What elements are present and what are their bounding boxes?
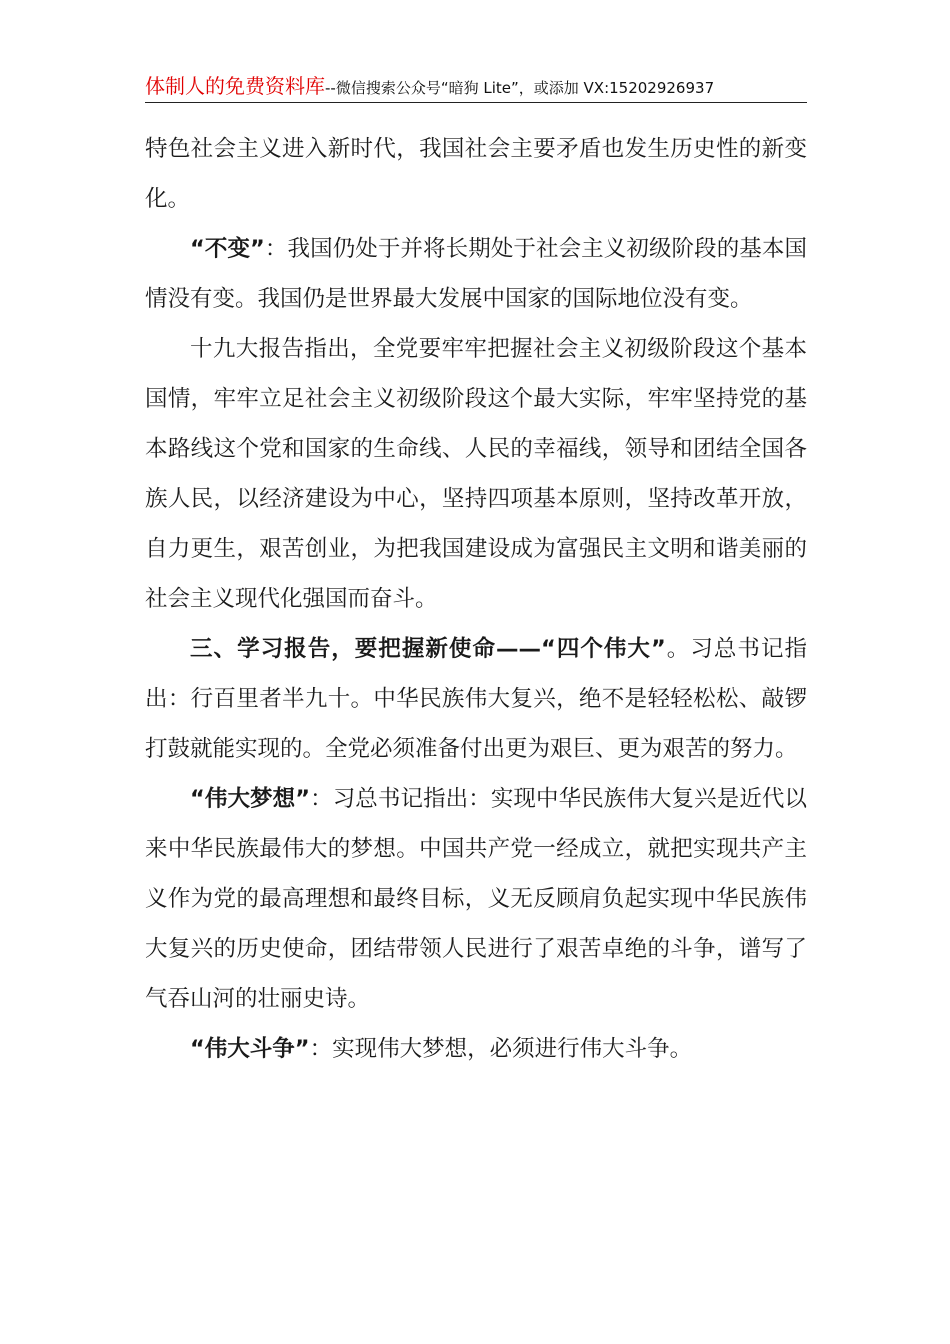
paragraph-report-points xyxy=(145,324,807,624)
document-body xyxy=(145,124,807,1074)
section-heading: 三、学习报告，要把握新使命——“四个伟大” xyxy=(190,636,666,662)
paragraph-unchanged xyxy=(145,224,807,324)
paragraph-text: ：实现伟大梦想，必须进行伟大斗争。 xyxy=(309,1036,693,1062)
library-name: 体制人的免费资料库 xyxy=(145,74,325,98)
paragraph-text: 十九大报告指出，全党要牢牢把握社会主义初级阶段这个基本国情，牢牢立足社会主义初级阶段这个最大实际，牢牢坚持党的基本路线这个党和国家的生命线、人民的幸福线，领导和团结全国各族人民，以经济建设为中心，坚持四项基本原则，坚持改革开放，自力更生，艰苦创业，为把我国建设成为富强民主文明和谐美丽的社会主义现代化强国而奋斗。 xyxy=(145,336,807,612)
paragraph-text: 特色社会主义进入新时代，我国社会主要矛盾也发生历史性的新变化。 xyxy=(145,136,807,212)
page-header xyxy=(145,72,807,103)
paragraph-text: ：习总书记指出：实现中华民族伟大复兴是近代以来中华民族最伟大的梦想。中国共产党一经成立，就把实现共产主义作为党的最高理想和最终目标，义无反顾肩负起实现中华民族伟大复兴的历史使命，团结带领人民进行了艰苦卓绝的斗争，谱写了气吞山河的壮丽史诗。 xyxy=(145,786,807,1012)
paragraph-lead: “不变” xyxy=(190,236,265,262)
paragraph-great-struggle xyxy=(145,1024,807,1074)
paragraph-lead: “伟大斗争” xyxy=(190,1036,310,1062)
paragraph-section-three xyxy=(145,624,807,774)
paragraph-continuation xyxy=(145,124,807,224)
header-note: --微信搜索公众号“暗狗 Lite”，或添加 VX:15202926937 xyxy=(325,79,715,97)
paragraph-great-dream xyxy=(145,774,807,1024)
paragraph-lead: “伟大梦想” xyxy=(190,786,311,812)
paragraph-text: ：我国仍处于并将长期处于社会主义初级阶段的基本国情没有变。我国仍是世界最大发展中国家的国际地位没有变。 xyxy=(145,236,807,312)
paragraph-text: 。习总书记指出：行百里者半九十。中华民族伟大复兴，绝不是轻轻松松、敲锣打鼓就能实现的。全党必须准备付出更为艰巨、更为艰苦的努力。 xyxy=(145,636,807,762)
